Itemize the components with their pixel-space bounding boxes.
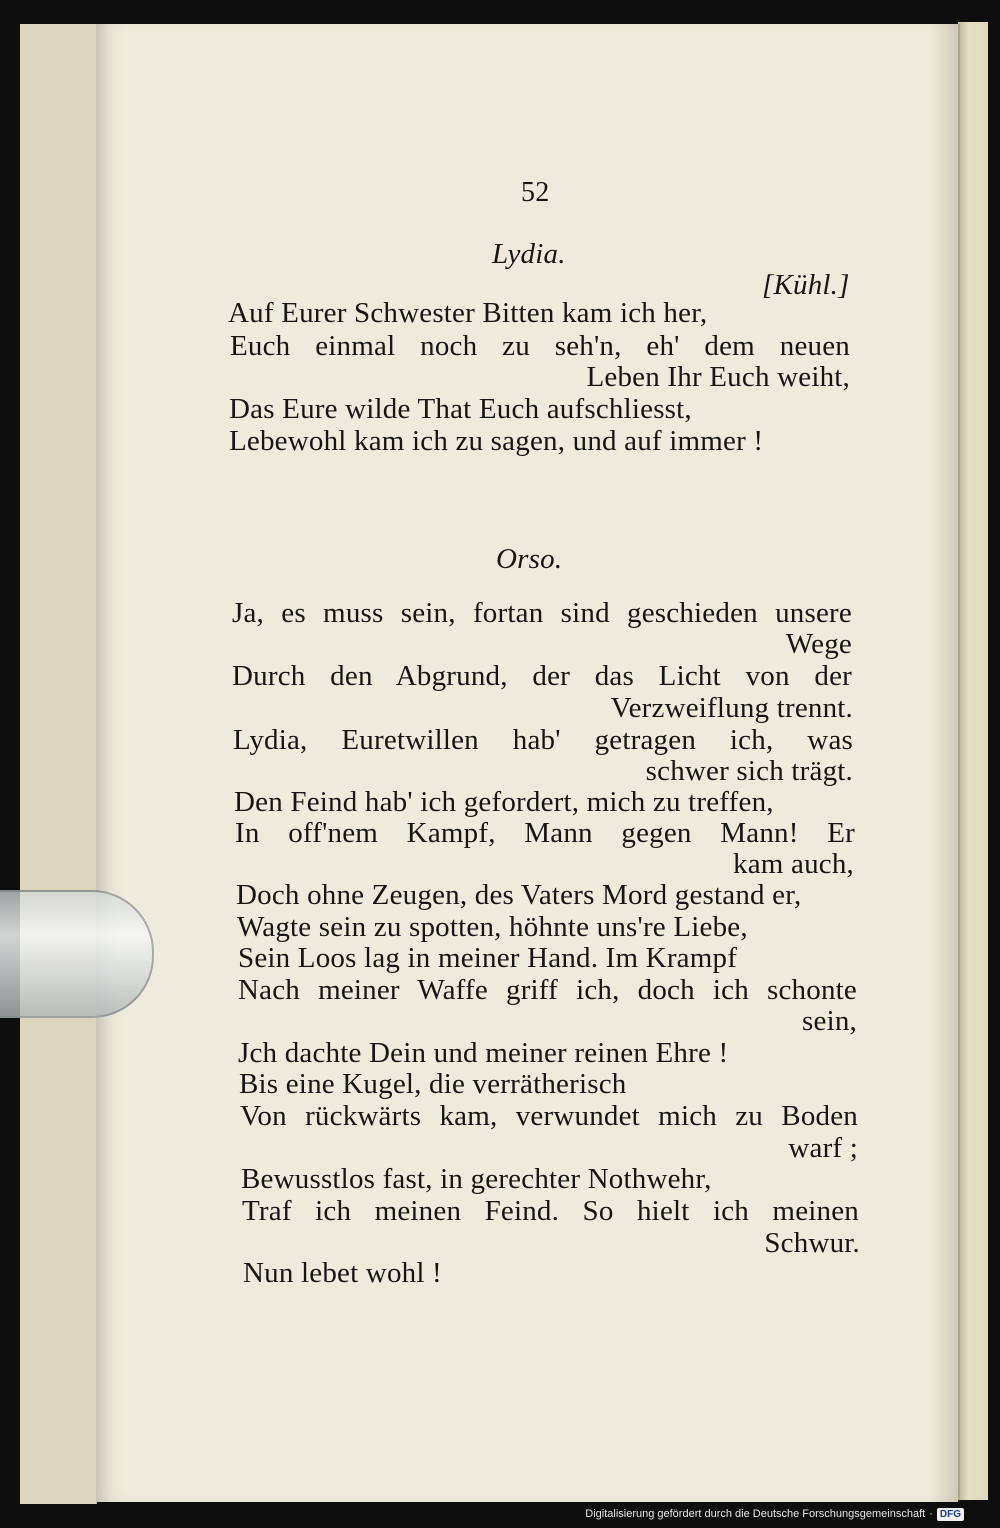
verse-line: Schwur. bbox=[764, 1227, 860, 1259]
verse-line: Das Eure wilde That Euch aufschliesst, bbox=[229, 393, 692, 425]
stage-direction: [Kühl.] bbox=[762, 269, 850, 301]
verse-line: Nun lebet wohl ! bbox=[243, 1257, 442, 1289]
verse-line: Euch einmal noch zu seh'n, eh' dem neuen bbox=[230, 330, 850, 362]
footer-text: Digitalisierung gefördert durch die Deutsche Forschungsgemeinschaft bbox=[585, 1508, 926, 1520]
verse-line: schwer sich trägt. bbox=[645, 755, 853, 787]
verse-line: sein, bbox=[802, 1005, 857, 1037]
verse-line: Auf Eurer Schwester Bitten kam ich her, bbox=[228, 297, 708, 329]
dfg-logo-icon: DFG bbox=[937, 1508, 964, 1521]
verse-line: Traf ich meinen Feind. So hielt ich meinen bbox=[242, 1195, 859, 1227]
verse-line: Nach meiner Waffe griff ich, doch ich schonte bbox=[238, 974, 857, 1006]
verse-line: Wagte sein zu spotten, höhnte uns're Liebe, bbox=[237, 911, 748, 943]
verse-line: Jch dachte Dein und meiner reinen Ehre ! bbox=[238, 1037, 729, 1069]
verse-line: Bis eine Kugel, die verrätherisch bbox=[239, 1068, 627, 1100]
verse-line: warf ; bbox=[788, 1132, 858, 1164]
verse-line: Lebewohl kam ich zu sagen, und auf immer ! bbox=[229, 425, 764, 457]
verse-line: Lydia, Euretwillen hab' getragen ich, was bbox=[233, 724, 853, 756]
page-number: 52 bbox=[521, 177, 550, 208]
verse-line: Leben Ihr Euch weiht, bbox=[586, 361, 850, 393]
verse-line: Wege bbox=[785, 628, 852, 660]
verse-line: Verzweiflung trennt. bbox=[610, 692, 853, 724]
verse-line: Sein Loos lag in meiner Hand. Im Krampf bbox=[238, 942, 738, 974]
verse-line: In off'nem Kampf, Mann gegen Mann! Er bbox=[235, 817, 855, 849]
speaker-lydia: Lydia. bbox=[492, 238, 566, 270]
digitization-footer bbox=[585, 1504, 964, 1524]
verse-line: Durch den Abgrund, der das Licht von der bbox=[232, 660, 852, 692]
verse-line: Den Feind hab' ich gefordert, mich zu treffen, bbox=[234, 786, 774, 818]
footer-dot: · bbox=[929, 1508, 933, 1520]
verse-line: Bewusstlos fast, in gerechter Nothwehr, bbox=[241, 1163, 712, 1195]
speaker-orso: Orso. bbox=[496, 543, 563, 575]
verse-line: Ja, es muss sein, fortan sind geschieden unsere bbox=[232, 597, 852, 629]
verse-line: Doch ohne Zeugen, des Vaters Mord gestand er, bbox=[236, 879, 802, 911]
verse-line: kam auch, bbox=[733, 848, 854, 880]
verse-line: Von rückwärts kam, verwundet mich zu Boden bbox=[240, 1100, 858, 1132]
